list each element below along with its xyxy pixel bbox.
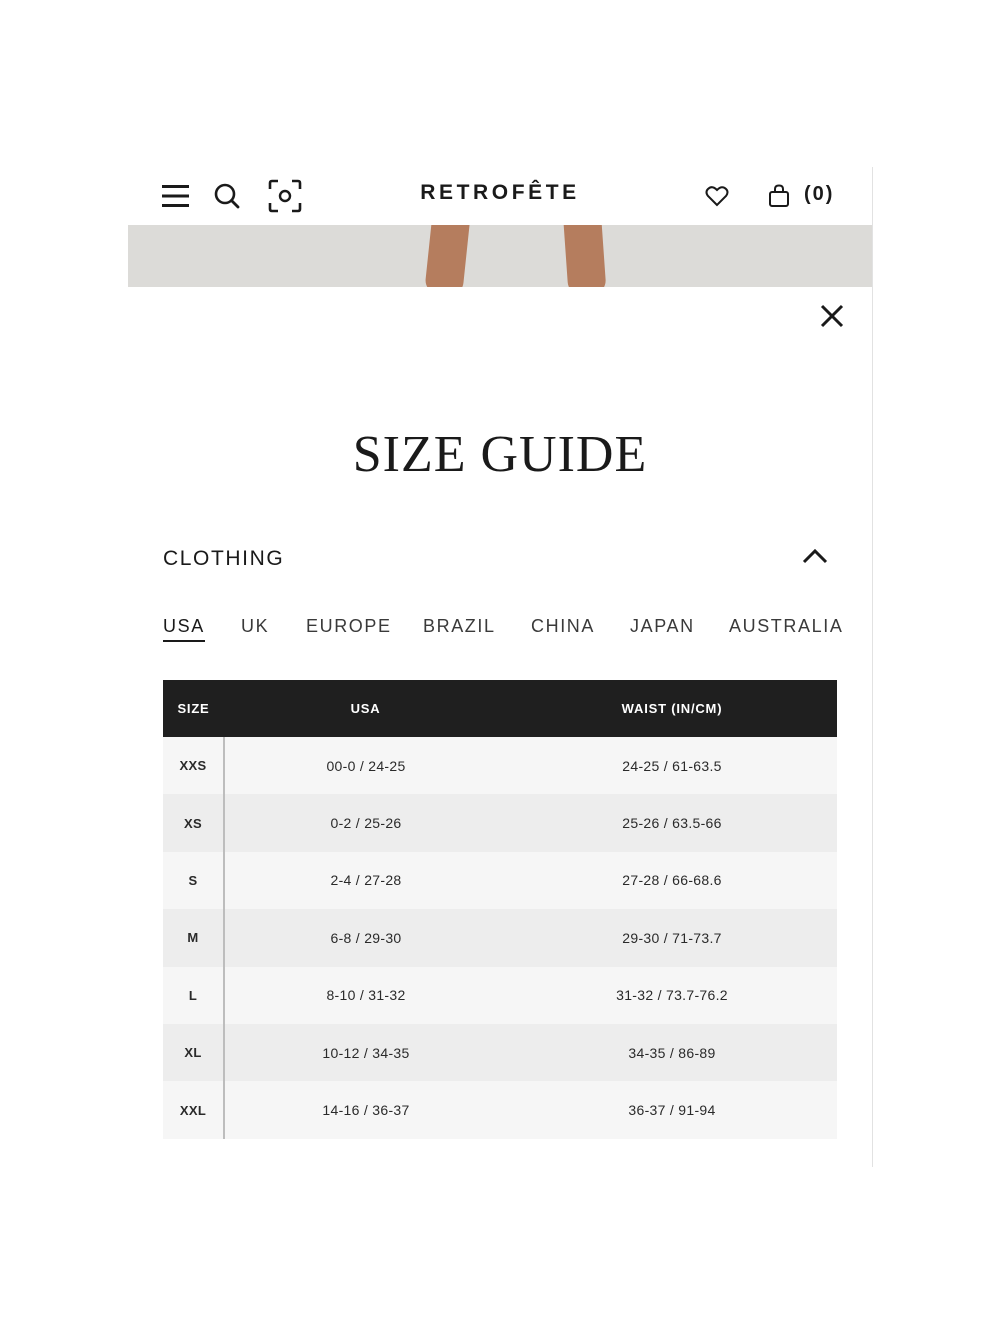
close-icon[interactable] [816, 300, 848, 332]
usa-cell: 00-0 / 24-25 [224, 737, 507, 794]
usa-cell: 2-4 / 27-28 [224, 852, 507, 909]
waist-cell: 31-32 / 73.7-76.2 [507, 967, 837, 1024]
tab-china[interactable]: CHINA [531, 616, 596, 636]
table-row [163, 1024, 837, 1081]
heart-icon[interactable] [697, 176, 737, 216]
size-cell: L [163, 967, 224, 1024]
column-header-waist: WAIST (IN/CM) [507, 680, 837, 737]
waist-cell: 24-25 / 61-63.5 [507, 737, 837, 794]
table-row [163, 967, 837, 1024]
waist-cell: 34-35 / 86-89 [507, 1024, 837, 1081]
table-row [163, 794, 837, 851]
page-title: SIZE GUIDE [352, 426, 648, 483]
size-cell: XL [163, 1024, 224, 1081]
column-header-size: SIZE [163, 680, 224, 737]
tab-australia[interactable]: AUSTRALIA [729, 616, 844, 636]
usa-cell: 6-8 / 29-30 [224, 909, 507, 966]
top-nav [128, 167, 872, 225]
waist-cell: 27-28 / 66-68.6 [507, 852, 837, 909]
chevron-up-icon[interactable] [800, 543, 830, 567]
size-cell: XXS [163, 737, 224, 794]
usa-cell: 10-12 / 34-35 [224, 1024, 507, 1081]
hero-figure [563, 225, 606, 287]
size-cell: XS [163, 794, 224, 851]
shopping-bag-icon[interactable] [759, 176, 799, 216]
tab-brazil[interactable]: BRAZIL [423, 616, 496, 636]
table-row [163, 1081, 837, 1138]
tab-japan[interactable]: JAPAN [630, 616, 695, 636]
column-header-usa: USA [224, 680, 507, 737]
region-tabs [163, 616, 843, 646]
waist-cell: 25-26 / 63.5-66 [507, 794, 837, 851]
table-row [163, 852, 837, 909]
waist-cell: 29-30 / 71-73.7 [507, 909, 837, 966]
app-frame [128, 167, 873, 1167]
table-header-row [163, 680, 837, 737]
hero-image [128, 225, 872, 287]
tab-usa[interactable]: USA [163, 616, 205, 642]
table-row [163, 909, 837, 966]
size-cell: S [163, 852, 224, 909]
usa-cell: 14-16 / 36-37 [224, 1081, 507, 1138]
hero-figure [424, 225, 470, 287]
tab-europe[interactable]: EUROPE [306, 616, 392, 636]
size-table [163, 680, 838, 1139]
brand-logo[interactable]: RETROFÊTE [420, 181, 580, 204]
cart-count[interactable]: (0) [804, 183, 835, 205]
usa-cell: 8-10 / 31-32 [224, 967, 507, 1024]
tab-uk[interactable]: UK [241, 616, 270, 636]
size-cell: XXL [163, 1081, 224, 1138]
section-heading-clothing[interactable]: CLOTHING [163, 547, 285, 570]
usa-cell: 0-2 / 25-26 [224, 794, 507, 851]
size-cell: M [163, 909, 224, 966]
table-row [163, 737, 837, 794]
waist-cell: 36-37 / 91-94 [507, 1081, 837, 1138]
